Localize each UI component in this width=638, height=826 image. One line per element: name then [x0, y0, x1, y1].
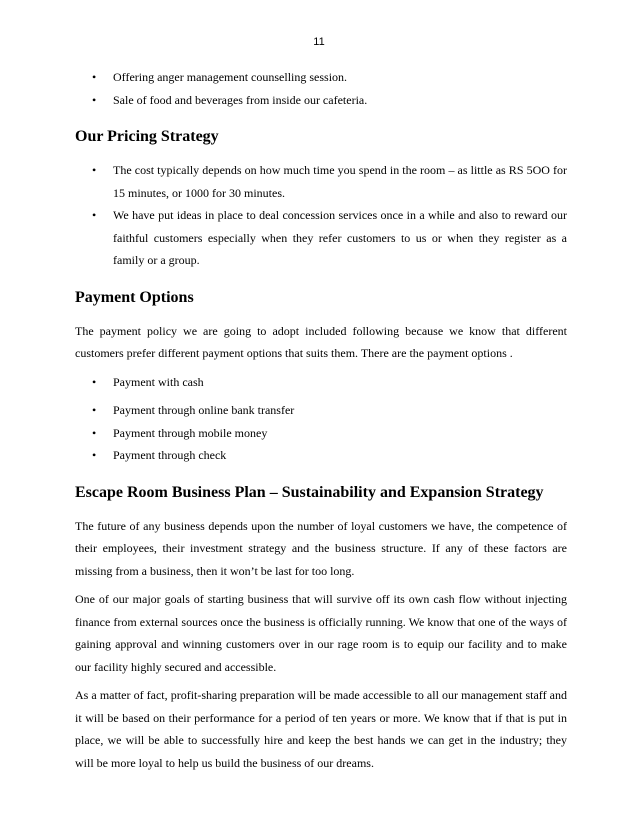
body-paragraph: As a matter of fact, profit-sharing preparation will be made accessible to all our management staff and it will be based on their performance for a period of ten years or more. We know that if that is put in place, we will be able to successfully hire and keep the best hands we can get in the industry; they will be more loyal to help us build the business of our dreams.: [75, 688, 567, 770]
section-heading-payment: Payment Options: [75, 288, 194, 306]
list-item: • Sale of food and beverages from inside our cafeteria.: [113, 89, 567, 112]
body-paragraph: The future of any business depends upon the number of loyal customers we have, the competence of their employees, their investment strategy and the business structure. If any of these factors are missing from a business, then it won’t be last for too long.: [75, 518, 567, 578]
list-item: • Payment through check: [113, 444, 567, 467]
list-item: • We have put ideas in place to deal concession services once in a while and also to reward our faithful customers especially when they refer customers to us or when they register as a family or a group.: [113, 204, 567, 272]
page-number: 11: [313, 36, 325, 48]
list-item: • The cost typically depends on how much time you spend in the room – as little as RS 5OO for 15 minutes, or 1000 for 30 minutes.: [113, 159, 567, 204]
section-heading-sustainability: Escape Room Business Plan – Sustainability and Expansion Strategy: [75, 483, 544, 501]
list-item: • Offering anger management counselling session.: [113, 66, 567, 89]
payment-paragraph: The payment policy we are going to adopt included following because we know that different customers prefer different payment options that suits them. There are the payment options .: [75, 323, 567, 360]
list-item: • Payment through online bank transfer: [113, 399, 567, 422]
section-heading-pricing: Our Pricing Strategy: [75, 128, 219, 145]
body-paragraph: One of our major goals of starting business that will survive off its own cash flow without injecting finance from external sources once the business is officially running. We know that one of the ways of gaining approval and winning customers over in our rage room is to equip our facility and to make our facility highly secured and accessible.: [75, 592, 567, 674]
list-item: • Payment through mobile money: [113, 422, 567, 445]
list-item: • Payment with cash: [113, 371, 567, 394]
pricing-bullet-list: [75, 159, 567, 272]
payment-options-list: [75, 371, 567, 467]
page-content: [75, 66, 567, 780]
intro-bullet-list: [75, 66, 567, 111]
